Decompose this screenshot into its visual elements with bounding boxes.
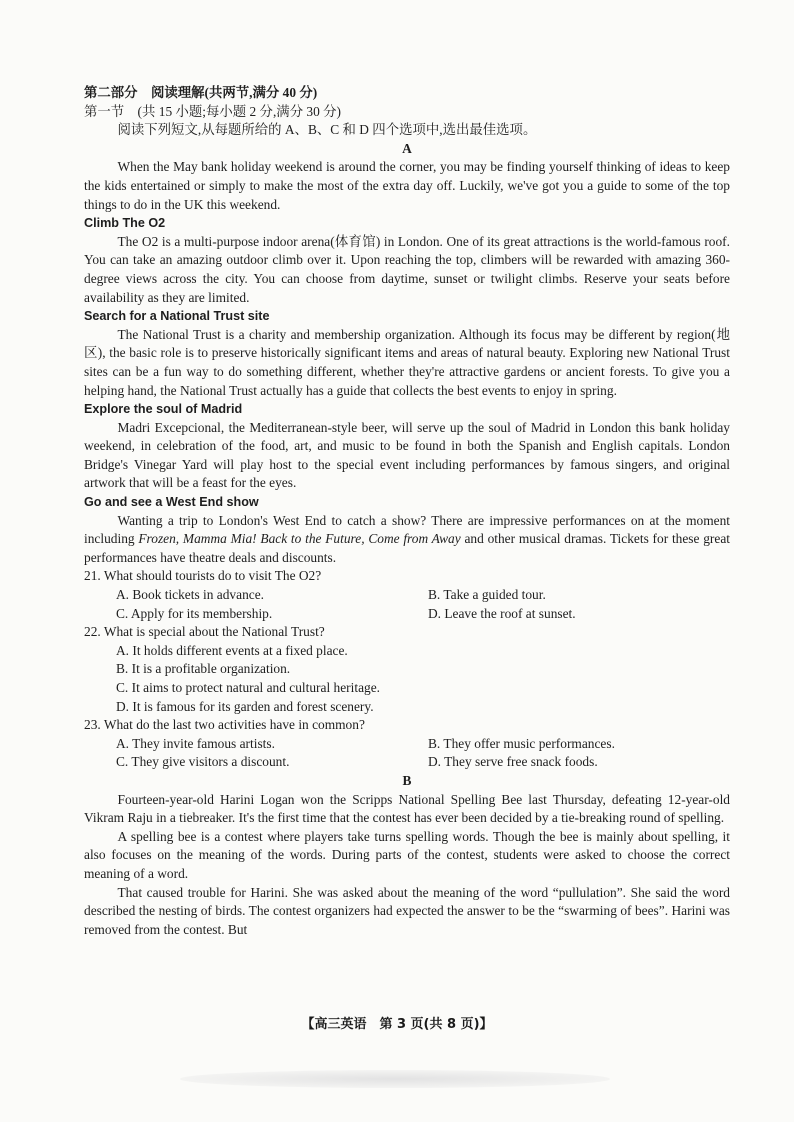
question-21 (84, 567, 730, 623)
passage-b-paragraph-1: Fourteen-year-old Harini Logan won the Scripps National Spelling Bee last Thursday, defeating 12-year-old Vikram Raju in a tiebreaker. It's the first time that the contest has ever been decided by a tie-breaking round of spelling. (84, 791, 730, 826)
west-end-text-end: and other musical dramas. Tickets for these great performances have theatre deals and discounts. (84, 531, 730, 565)
part-heading: 第二部分 阅读理解(共两节,满分 40 分) (84, 85, 318, 100)
section-text-o2: The O2 is a multi-purpose indoor arena(体育馆) in London. One of its great attractions is the world-famous roof. You can take an amazing outdoor climb over it. Upon reaching the top, climbers will be rewarded with amazing 360-degree views across the city. You can choose from daytime, sunset or twilight climbs. Reserve your seats before availability as they are limited. (84, 233, 730, 305)
option-a: A. Book tickets in advance. (116, 587, 265, 603)
passage-b-paragraph-3: That caused trouble for Harini. She was asked about the meaning of the word “pullulation”. She said the word described the nesting of birds. The contest organizers had expected the answer to be the “swarming of bees”. Harini was removed from the contest. But (84, 884, 730, 937)
question-stem: 22. What is special about the National Trust? (84, 624, 325, 640)
section-heading-west-end: Go and see a West End show (84, 495, 259, 510)
show-titles: Frozen, Mamma Mia! Back to the Future, Come from Away (138, 531, 461, 547)
option-c: C. Apply for its membership. (116, 605, 273, 621)
section-text-madrid: Madri Excepcional, the Mediterranean-style beer, will serve up the soul of Madrid in London this bank holiday weekend, in celebration of the food, art, and music to be found in both the Spanish and English capitals. London Bridge's Vinegar Yard will play host to the special event including performances by famous singers, and original artwork that will be a feast for the eyes. (84, 419, 730, 491)
option-b: B. They offer music performances. (428, 735, 615, 751)
passage-a-label: A (402, 140, 412, 156)
option-a: A. They invite famous artists. (116, 735, 275, 751)
question-23 (84, 716, 730, 772)
section-heading-madrid: Explore the soul of Madrid (84, 402, 243, 417)
page-footer: 【高三英语 第 3 页(共 8 页)】 (301, 1017, 493, 1032)
option-d: D. It is famous for its garden and forest scenery. (116, 698, 374, 714)
west-end-text-start: Wanting a trip to London's West End to catch a show? There are impressive performances on at the moment including (84, 512, 730, 547)
section-heading-o2: Climb The O2 (84, 216, 166, 231)
option-grid (84, 586, 730, 623)
section-text-national-trust: The National Trust is a charity and membership organization. Although its focus may be different by region(地区), the basic role is to preserve historically significant items and areas of natural beauty. Exploring new National Trust sites can be a fun way to do something different, whether they're attractive gardens or ancient forests. To give you a helping hand, the National Trust actually has a guide that collects the best events to enjoy in spring. (84, 326, 730, 398)
section-text-west-end (84, 512, 730, 568)
scan-smudge (180, 1070, 610, 1088)
question-stem: 21. What should tourists do to visit The O2? (84, 568, 322, 584)
section-heading: 第一节 (共 15 小题;每小题 2 分,满分 30 分) (84, 103, 342, 119)
passage-a-intro: When the May bank holiday weekend is around the corner, you may be finding yourself thinking of ideas to keep the kids entertained or simply to make the most of the extra day off. Luckily, we've got you a guide to some of the top things to do in the UK this weekend. (84, 159, 730, 212)
question-22 (84, 623, 730, 716)
option-c: C. They give visitors a discount. (116, 754, 290, 770)
option-a: A. It holds different events at a fixed place. (116, 642, 348, 658)
question-stem: 23. What do the last two activities have in common? (84, 717, 365, 733)
option-grid (84, 735, 730, 772)
option-b: B. Take a guided tour. (428, 587, 546, 603)
option-c: C. It aims to protect natural and cultural heritage. (116, 680, 381, 695)
passage-b-paragraph-2: A spelling bee is a contest where players take turns spelling words. Though the bee is mainly about spelling, it also focuses on the meaning of the words. During parts of the contest, students were asked to choose the correct meaning of a word. (84, 828, 730, 881)
option-d: D. Leave the roof at sunset. (428, 605, 576, 621)
option-d: D. They serve free snack foods. (428, 754, 598, 770)
passage-b-label: B (402, 772, 412, 788)
section-heading-national-trust: Search for a National Trust site (84, 309, 270, 324)
option-b: B. It is a profitable organization. (116, 661, 291, 677)
page-content (84, 84, 730, 939)
instruction: 阅读下列短文,从每题所给的 A、B、C 和 D 四个选项中,选出最佳选项。 (117, 122, 537, 138)
